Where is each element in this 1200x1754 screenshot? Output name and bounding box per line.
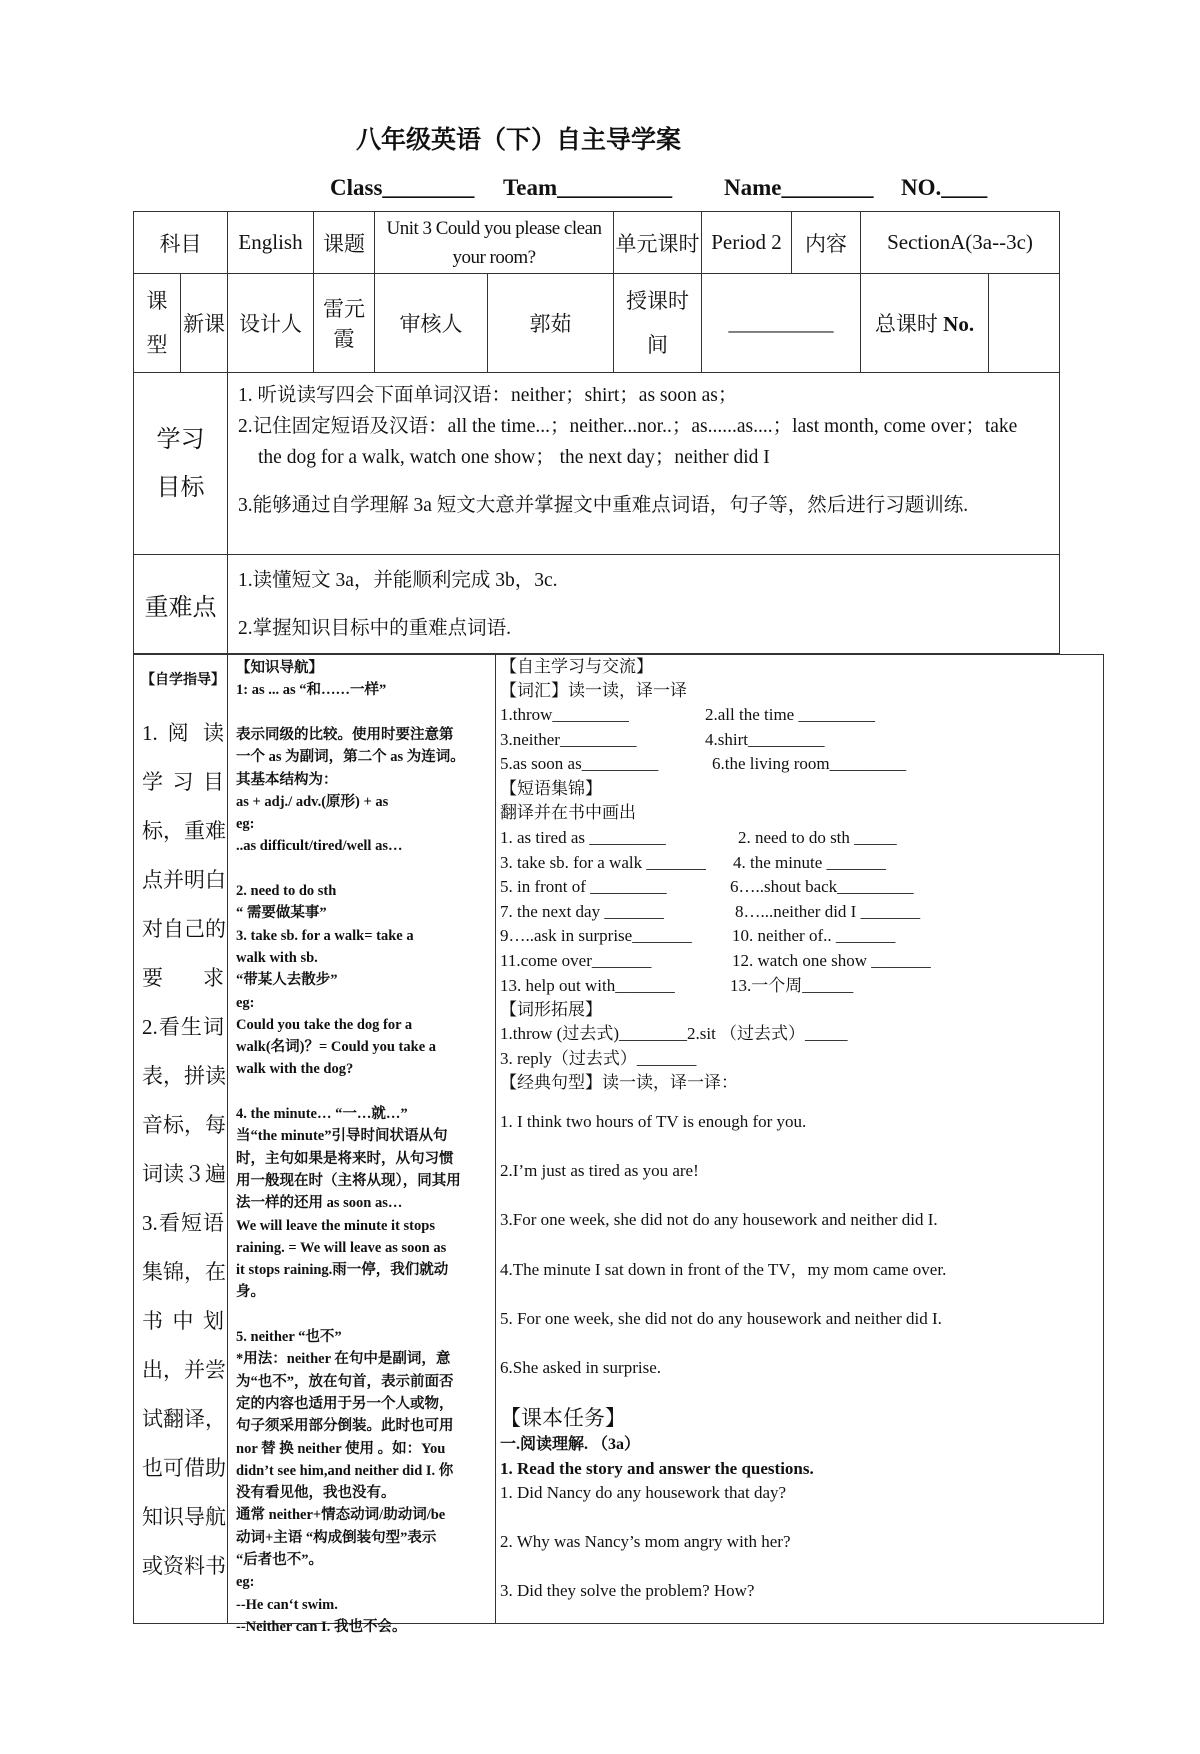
word-form-item[interactable]: 1.throw (过去式)________2.sit （过去式）_____ (500, 1024, 848, 1043)
self-guide-line: 试翻译， (142, 1407, 226, 1431)
self-guide-steps (142, 709, 224, 1591)
self-guide-line: 词读３遍 (142, 1162, 226, 1186)
knowledge-line: We will leave the minute it stops (236, 1217, 435, 1234)
knowledge-line: “后者也不”。 (236, 1552, 323, 1568)
self-guide-line: 1. 阅 读 (142, 721, 224, 745)
subject-value: English (228, 212, 314, 274)
total-lessons-no: No. (943, 312, 975, 336)
question-item: 3. Did they solve the problem? How? (500, 1581, 755, 1600)
vocab-item[interactable]: 1.throw_________ (500, 705, 629, 724)
task-header: 【课本任务】 (500, 1406, 626, 1430)
knowledge-line: 4. the minute… “一…就…” (236, 1106, 408, 1122)
teach-time-value[interactable]: __________ (702, 274, 861, 373)
knowledge-line: “带某人去散步” (236, 972, 338, 989)
task-instruction: 1. Read the story and answer the questions. (500, 1459, 814, 1478)
self-guide-header: 【自学指导】 (141, 672, 225, 688)
phrase-item[interactable]: 8…...neither did I _______ (735, 901, 921, 921)
knowledge-line: raining. = We will leave as soon as (236, 1239, 447, 1256)
total-lessons-label: 总课时 No. (861, 274, 989, 373)
sentence-item: 5. For one week, she did not do any housework and neither did I. (500, 1308, 942, 1328)
phrase-item[interactable]: 4. the minute _______ (733, 852, 886, 872)
knowledge-line: eg: (236, 994, 255, 1011)
word-form-header: 【词形拓展】 (500, 1000, 602, 1019)
vocab-item[interactable]: 4.shirt_________ (705, 729, 825, 749)
question-item: 1. Did Nancy do any housework that day? (500, 1483, 787, 1502)
key-points-label: 重难点 (134, 555, 228, 654)
sentence-item: 2.I’m just as tired as you are! (500, 1161, 699, 1181)
word-form-item[interactable]: 3. reply（过去式）_______ (500, 1048, 697, 1068)
knowledge-line: walk with the dog? (236, 1061, 354, 1078)
designer-value: 雷元霞 (314, 274, 375, 373)
knowledge-line: it stops raining.雨一停，我们就动 (236, 1262, 449, 1279)
type-label: 课 型 (134, 274, 181, 373)
subject-label: 科目 (134, 212, 228, 274)
knowledge-line: ..as difficult/tired/well as… (236, 838, 403, 855)
vocab-item[interactable]: 2.all the time _________ (705, 705, 875, 724)
knowledge-line: 句子须采用部分倒装。此时也可用 (236, 1418, 454, 1435)
self-guide-line: 对自己的 (142, 917, 226, 941)
knowledge-line: 其基本结构为： (236, 771, 338, 788)
self-guide-line: 出，并尝 (142, 1358, 226, 1382)
self-guide-line: 表，拼读 (142, 1064, 226, 1088)
knowledge-line: *用法：neither 在句中是副词，意 (236, 1351, 451, 1368)
phrase-item[interactable]: 5. in front of _________ (500, 877, 667, 897)
knowledge-line: 【知识导航】 (236, 660, 323, 676)
unit-period-label: 单元课时 (614, 212, 702, 274)
knowledge-line: --Neither can I. 我也不会。 (236, 1618, 407, 1635)
reviewer-value: 郭茹 (488, 274, 614, 373)
knowledge-line: 身。 (236, 1284, 265, 1301)
knowledge-line: walk(名词)？= Could you take a (236, 1039, 437, 1056)
vocab-item[interactable]: 5.as soon as_________ (500, 754, 659, 774)
self-guide-line: 也可借助 (142, 1456, 226, 1480)
content-label: 内容 (792, 212, 861, 274)
knowledge-line: 当“the minute”引导时间状语从句 (236, 1128, 448, 1145)
phrase-note: 翻译并在书中画出 (500, 803, 636, 822)
name-field[interactable]: Name________ (724, 175, 874, 200)
total-lessons-value[interactable] (989, 274, 1060, 373)
knowledge-line: eg: (236, 1574, 255, 1591)
knowledge-line: 1: as ... as “和……一样” (236, 682, 387, 699)
knowledge-line: 法一样的还用 as soon as… (236, 1195, 403, 1212)
knowledge-line: 表示同级的比较。使用时要注意第 (236, 726, 454, 743)
phrase-item[interactable]: 2. need to do sth _____ (738, 828, 897, 847)
vocab-item[interactable]: 3.neither_________ (500, 729, 637, 749)
knowledge-line: 没有看见他，我也没有。 (236, 1485, 396, 1502)
knowledge-line: 定的内容也适用于另一个人或物， (236, 1395, 454, 1412)
designer-label: 设计人 (228, 274, 314, 373)
knowledge-line: eg: (236, 816, 255, 833)
sentence-item: 3.For one week, she did not do any housework and neither did I. (500, 1210, 938, 1230)
knowledge-line: 5. neither “也不” (236, 1329, 342, 1345)
self-guide-line: 音标，每 (142, 1113, 226, 1137)
goals-label: 学习 目标 (134, 373, 228, 555)
sentence-item: 6.She asked in surprise. (500, 1358, 662, 1377)
self-guide-line: 知识导航 (142, 1505, 226, 1529)
knowledge-line: 为“也不”，放在句首，表示前面否 (236, 1373, 454, 1390)
knowledge-line: --He can‘t swim. (236, 1596, 338, 1613)
knowledge-line: 用一般现在时（主将从现），同其用 (236, 1172, 461, 1189)
self-guide-line: 点并明白 (142, 868, 226, 892)
knowledge-line: 动词+主语 “构成倒装句型”表示 (236, 1529, 437, 1546)
knowledge-line: walk with sb. (236, 949, 318, 966)
team-field[interactable]: Team__________ (503, 175, 673, 200)
phrase-item[interactable]: 11.come over_______ (500, 951, 652, 970)
phrase-item[interactable]: 13. help out with_______ (500, 975, 675, 995)
phrase-item[interactable]: 12. watch one show _______ (732, 951, 931, 970)
question-item: 2. Why was Nancy’s mom angry with her? (500, 1532, 791, 1551)
goals-content: 1. 听说读写四会下面单词汉语：neither；shirt；as soon as； 2.记住固定短语及汉语：all the time...；neither...nor..；as......as....；last month, come over；take the dog for a walk, watch one show； the next day；neither did I 3.能够通过自学理解 3a 短文大意并掌握文中重难点词语，句子等，然后进行习题训练. (228, 373, 1060, 555)
knowledge-line: 通常 neither+情态动词/助动词/be (236, 1507, 446, 1524)
self-guide-line: 标，重难 (142, 819, 226, 843)
self-guide-line: 书 中 划 (142, 1309, 224, 1333)
sentence-item: 1. I think two hours of TV is enough for you. (500, 1112, 807, 1131)
knowledge-line: Could you take the dog for a (236, 1016, 413, 1033)
phrase-item[interactable]: 9…..ask in surprise_______ (500, 926, 692, 946)
phrase-item[interactable]: 6…..shout back_________ (730, 877, 914, 897)
self-study-header: 【自主学习与交流】 (500, 657, 653, 676)
phrase-item[interactable]: 3. take sb. for a walk _______ (500, 852, 706, 872)
teach-time-label: 授课时 间 (614, 274, 702, 373)
phrase-item[interactable]: 13.一个周______ (730, 975, 854, 995)
phrase-item[interactable]: 7. the next day _______ (500, 901, 664, 921)
class-field[interactable]: Class________ (330, 175, 475, 200)
knowledge-line: 时，主句如果是将来时，从句习惯 (236, 1150, 454, 1167)
content-value: SectionA(3a--3c) (861, 212, 1060, 274)
topic-value: Unit 3 Could you please clean your room? (375, 212, 614, 274)
vocab-item[interactable]: 6.the living room_________ (712, 754, 907, 774)
self-guide-line: 3.看短语 (142, 1211, 224, 1235)
phrase-item[interactable]: 1. as tired as _________ (500, 828, 666, 847)
self-guide-line: 2.看生词 (142, 1015, 224, 1039)
sentence-header: 【经典句型】读一读，译一译： (500, 1073, 738, 1092)
phrase-header: 【短语集锦】 (500, 779, 602, 798)
phrase-item[interactable]: 10. neither of.. _______ (732, 926, 896, 946)
self-guide-line: 学 习 目 (142, 770, 224, 794)
knowledge-line: as + adj./ adv.(原形) + as (236, 793, 389, 810)
unit-period-value: Period 2 (702, 212, 792, 274)
reviewer-label: 审核人 (375, 274, 488, 373)
knowledge-line: nor 替 换 neither 使用 。如：You (236, 1440, 446, 1457)
type-value: 新课 (181, 274, 228, 373)
self-guide-line: 要求 (142, 966, 224, 990)
knowledge-line: 3. take sb. for a walk= take a (236, 927, 414, 944)
self-guide-line: 集锦，在 (142, 1260, 226, 1284)
task-subheader: 一.阅读理解. （3a） (500, 1436, 641, 1453)
number-field[interactable]: NO.____ (901, 175, 988, 200)
sentence-item: 4.The minute I sat down in front of the TV，my mom came over. (500, 1259, 947, 1279)
vocab-header: 【词汇】读一读，译一译 (500, 681, 687, 700)
knowledge-line: 一个 as 为副词，第二个 as 为连词。 (236, 749, 465, 766)
column-divider (227, 655, 228, 1623)
knowledge-line: 2. need to do sth (236, 883, 337, 899)
knowledge-line: didn’t see him,and neither did I. 你 (236, 1462, 454, 1479)
knowledge-line: “ 需要做某事” (236, 905, 327, 922)
self-guide-line: 或资料书 (142, 1554, 226, 1578)
topic-label: 课题 (314, 212, 375, 274)
key-points-content: 1.读懂短文 3a，并能顺利完成 3b，3c. 2.掌握知识目标中的重难点词语. (228, 555, 1060, 654)
study-section (133, 654, 1104, 1635)
header-table (133, 211, 1060, 654)
column-divider (495, 655, 496, 1623)
